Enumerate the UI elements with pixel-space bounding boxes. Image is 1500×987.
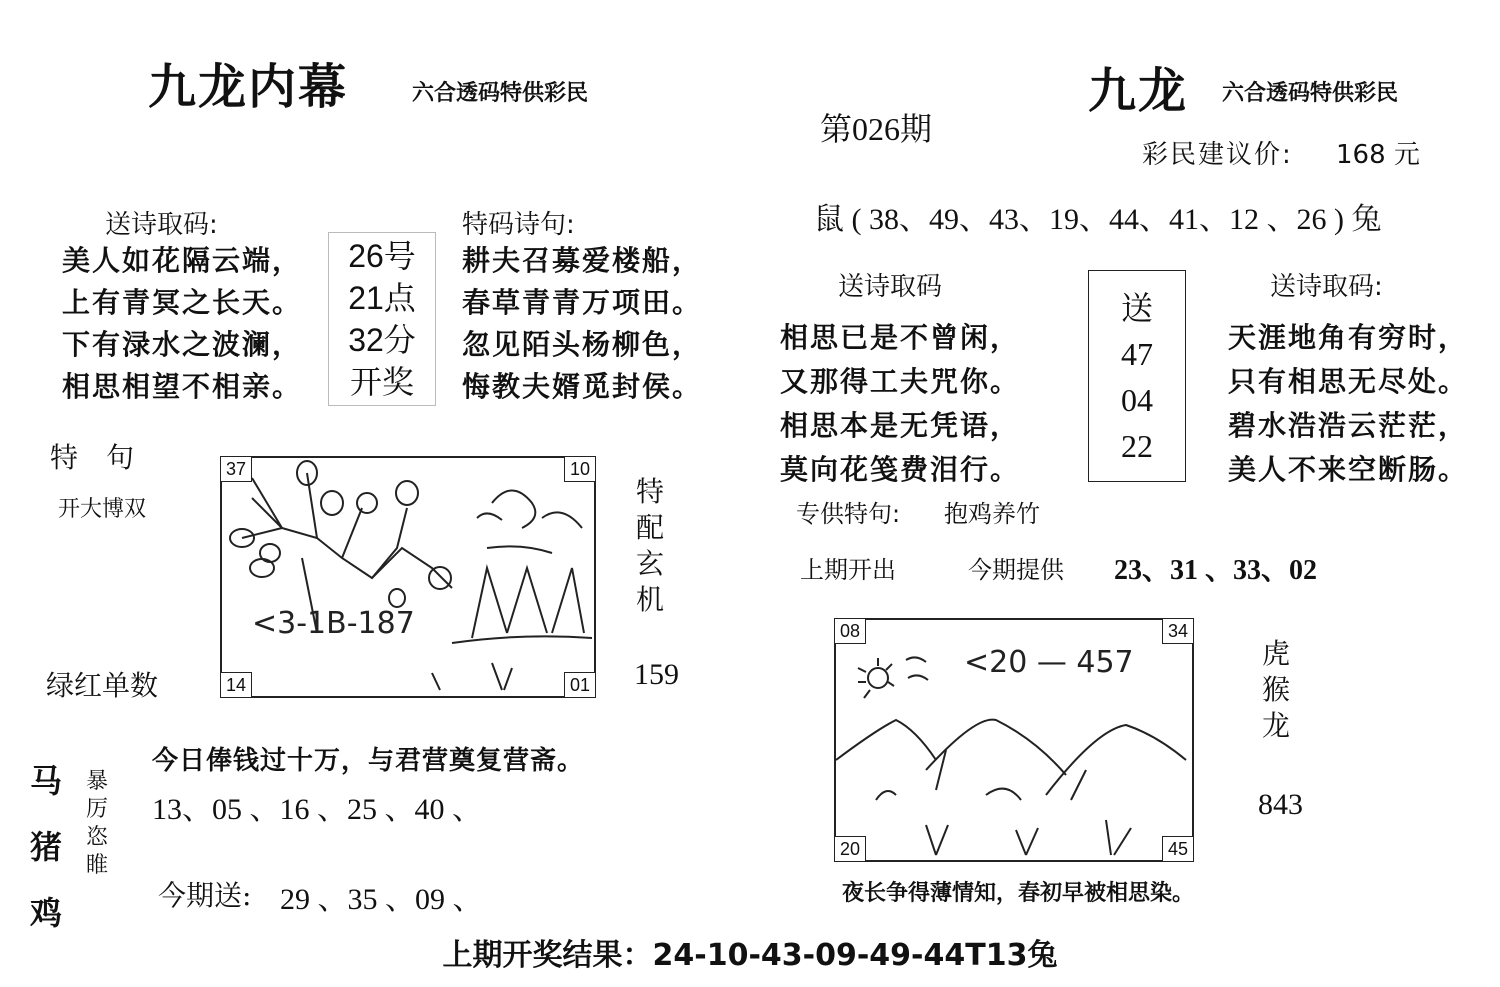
poem-line: 美人不来空断肠。 (1228, 453, 1469, 486)
special-mystery-vertical (636, 474, 664, 618)
zodiac-char: 鸡 (30, 894, 63, 932)
send-number: 47 (1121, 336, 1153, 372)
left-zodiac-vertical (30, 748, 62, 946)
right-side-number: 843 (1258, 788, 1303, 821)
today-send-numbers: 29 、35 、09 、 (280, 883, 483, 916)
poem-line: 碧水浩浩云茫茫， (1228, 409, 1469, 442)
rat-rabbit-line: 鼠 ( 38、49、43、19、44、41、12 、26 ) 兔 (814, 203, 1382, 236)
poem-line: 又那得工夫咒你。 (780, 365, 1021, 398)
te-ju-value: 开大博双 (58, 497, 147, 522)
right-bottom-poem: 夜长争得薄情知，春初早被相思染。 (842, 880, 1195, 906)
issue-number: 第026期 (820, 111, 933, 147)
left-side-number: 159 (634, 658, 679, 691)
draw-time-box (328, 232, 436, 406)
special-phrase-value: 抱鸡养竹 (944, 500, 1040, 528)
left-sketch-frame (220, 456, 596, 698)
last-draw-result: 上期开奖结果：24-10-43-09-49-44T13兔 (442, 938, 1058, 973)
vertical-char: 特 (636, 475, 665, 508)
draw-hour: 21点 (348, 280, 416, 316)
price-value: 168 元 (1336, 140, 1420, 170)
last-issue-label: 上期开出 (800, 556, 896, 584)
poem-line: 相思本是无凭语， (780, 409, 1021, 442)
poem-line: 悔教夫婿觅封侯。 (462, 370, 703, 403)
corner-number: 10 (564, 456, 596, 482)
send-number: 22 (1121, 428, 1153, 464)
corner-number: 01 (564, 672, 596, 698)
poem-line: 耕夫召募爱楼船， (462, 244, 703, 277)
left-poem-header: 送诗取码: (105, 210, 218, 240)
right-poem-right (1228, 316, 1468, 492)
right-sketch-frame (834, 618, 1194, 862)
left-number-line: 13、05 、16 、25 、40 、 (152, 793, 482, 826)
poem-line: 只有相思无尽处。 (1228, 365, 1469, 398)
salary-line: 今日俸钱过十万，与君营奠复营斋。 (152, 746, 585, 776)
branch-sketch-icon (222, 458, 594, 696)
zodiac-char: 猴 (1262, 673, 1291, 706)
today-send-label: 今期送: (158, 879, 252, 912)
secret-vertical (86, 768, 108, 880)
poem-line: 相思已是不曾闲， (780, 321, 1021, 354)
poem-line: 上有青冥之长天。 (62, 286, 303, 319)
right-title: 九龙 (1088, 63, 1189, 119)
left-sketch-text: <3-1B-187 (252, 606, 415, 641)
this-issue-numbers: 23、31 、33、02 (1114, 555, 1318, 586)
send-box (1088, 270, 1186, 482)
poem-line: 莫向花笺费泪行。 (780, 453, 1021, 486)
corner-number: 37 (220, 456, 252, 482)
corner-number: 20 (834, 836, 866, 862)
secret-char: 厉 (86, 797, 109, 822)
draw-minute: 32分 (348, 322, 416, 358)
corner-number: 14 (220, 672, 252, 698)
left-poem (62, 240, 302, 408)
price-label: 彩民建议价: (1142, 140, 1293, 170)
zodiac-char: 龙 (1262, 709, 1291, 742)
poem-line: 天涯地角有穷时， (1228, 321, 1469, 354)
poem-line: 下有渌水之波澜， (62, 328, 303, 361)
right-zodiac-vertical (1262, 636, 1290, 744)
send-label: 送 (1120, 290, 1153, 326)
this-issue-label: 今期提供 (968, 556, 1064, 584)
secret-char: 恣 (86, 825, 109, 850)
right-poem-left (780, 316, 1020, 492)
secret-char: 睢 (86, 853, 109, 878)
special-poem-header: 特码诗句: (462, 210, 575, 240)
send-number: 04 (1121, 382, 1153, 418)
poem-line: 忽见陌头杨柳色， (462, 328, 703, 361)
left-subtitle: 六合透码特供彩民 (412, 80, 589, 106)
draw-day: 26号 (348, 238, 416, 274)
color-note: 绿红单数 (46, 669, 159, 702)
zodiac-char: 虎 (1262, 637, 1291, 670)
vertical-char: 配 (636, 511, 665, 544)
left-title: 九龙内幕 (148, 59, 349, 115)
draw-label: 开奖 (349, 364, 414, 400)
mountain-sketch-icon (836, 620, 1192, 860)
poem-line: 美人如花隔云端， (62, 244, 303, 277)
vertical-char: 机 (636, 583, 665, 616)
poem-line: 春草青青万项田。 (462, 286, 703, 319)
vertical-char: 玄 (636, 547, 665, 580)
special-poem (462, 240, 702, 408)
special-phrase-label: 专供特句: (796, 500, 901, 528)
right-subtitle: 六合透码特供彩民 (1222, 80, 1399, 106)
right-sketch-text: <20 — 457 (964, 645, 1134, 680)
zodiac-char: 猪 (30, 828, 63, 866)
corner-number: 08 (834, 618, 866, 644)
poem-line: 相思相望不相亲。 (62, 370, 303, 403)
corner-number: 45 (1162, 836, 1194, 862)
right-poem-header-right: 送诗取码: (1270, 272, 1383, 302)
right-poem-header-left: 送诗取码 (838, 272, 943, 302)
te-ju-label: 特 句 (50, 441, 135, 474)
secret-char: 暴 (86, 769, 109, 794)
corner-number: 34 (1162, 618, 1194, 644)
zodiac-char: 马 (30, 762, 63, 800)
